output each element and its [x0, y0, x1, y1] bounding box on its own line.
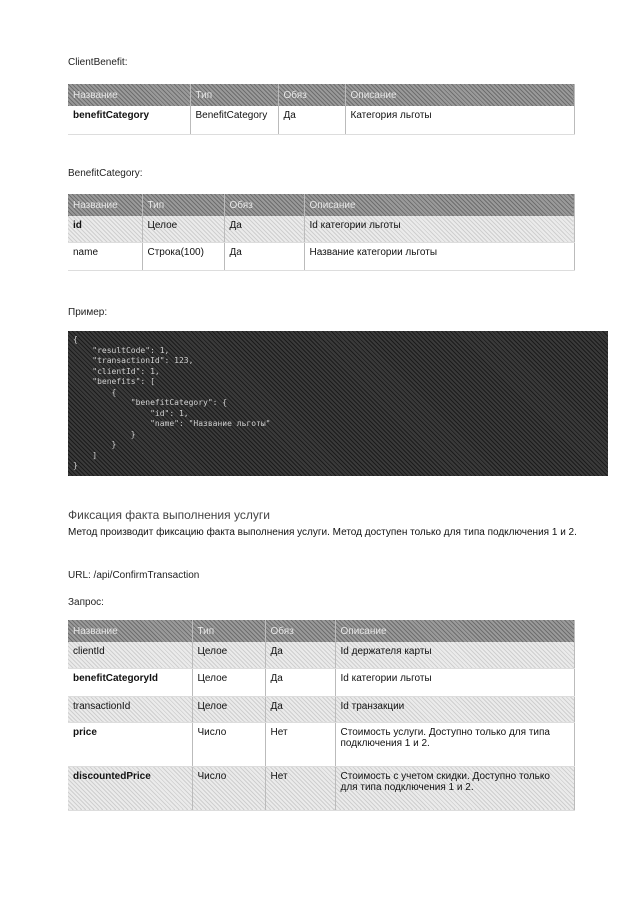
cell-name: price [68, 722, 192, 766]
header-name: Название [68, 620, 192, 642]
cell-description: Стоимость услуги. Доступно только для типа подключения 1 и 2. [335, 722, 574, 766]
table-row [68, 106, 574, 134]
header-type: Тип [142, 194, 224, 216]
request-table [68, 620, 575, 811]
header-description: Описание [345, 84, 574, 106]
cell-required: Да [278, 106, 345, 134]
code-line: "transactionId": 123, [73, 356, 194, 365]
code-line: { [73, 387, 117, 397]
code-line: "name": "Название льготы" [73, 419, 271, 428]
table-row [68, 642, 574, 668]
header-required: Обяз [265, 620, 335, 642]
clientbenefit-title: ClientBenefit: [68, 57, 128, 68]
table-row [68, 722, 574, 766]
cell-description: Id держателя карты [335, 642, 574, 668]
cell-description: Id категории льготы [304, 216, 574, 242]
clientbenefit-table [68, 84, 575, 135]
table-row [68, 766, 574, 810]
cell-name: id [68, 216, 142, 242]
cell-name: transactionId [68, 696, 192, 722]
cell-description: Категория льготы [345, 106, 574, 134]
cell-type: Целое [192, 668, 265, 696]
cell-type: Целое [192, 642, 265, 668]
cell-name: discountedPrice [68, 766, 192, 810]
code-example [68, 331, 608, 476]
cell-required: Нет [265, 722, 335, 766]
cell-description: Id категории льготы [335, 668, 574, 696]
cell-type: Число [192, 722, 265, 766]
cell-description: Id транзакции [335, 696, 574, 722]
table-row [68, 216, 574, 242]
method-url: URL: /api/ConfirmTransaction [68, 570, 200, 581]
code-line: } [73, 429, 136, 439]
cell-required: Нет [265, 766, 335, 810]
header-description: Описание [335, 620, 574, 642]
header-name: Название [68, 194, 142, 216]
cell-name: benefitCategoryId [68, 668, 192, 696]
cell-required: Да [224, 216, 304, 242]
code-line: } [73, 440, 117, 449]
code-line: "clientId": 1, [73, 366, 160, 376]
request-label: Запрос: [68, 597, 104, 608]
code-line: "resultCode": 1, [73, 345, 170, 355]
code-line: "benefitCategory": { [73, 398, 228, 407]
method-heading: Фиксация факта выполнения услуги [68, 508, 270, 522]
cell-type: BenefitCategory [190, 106, 278, 134]
cell-description: Название категории льготы [304, 242, 574, 270]
cell-description: Стоимость с учетом скидки. Доступно только для типа подключения 1 и 2. [335, 766, 574, 810]
code-line: { [73, 335, 78, 344]
cell-name: benefitCategory [68, 106, 190, 134]
cell-required: Да [224, 242, 304, 270]
benefitcategory-table [68, 194, 575, 271]
cell-type: Целое [192, 696, 265, 722]
cell-type: Число [192, 766, 265, 810]
table-header-row [68, 620, 574, 642]
method-description: Метод производит фиксацию факта выполнения услуги. Метод доступен только для типа подключения 1 и 2. [68, 527, 577, 538]
header-name: Название [68, 84, 190, 106]
header-type: Тип [192, 620, 265, 642]
header-required: Обяз [278, 84, 345, 106]
example-title: Пример: [68, 307, 108, 318]
header-type: Тип [190, 84, 278, 106]
cell-name: name [68, 242, 142, 270]
cell-type: Целое [142, 216, 224, 242]
cell-required: Да [265, 696, 335, 722]
table-row [68, 668, 574, 696]
cell-required: Да [265, 642, 335, 668]
table-header-row [68, 84, 574, 106]
header-required: Обяз [224, 194, 304, 216]
benefitcategory-title: BenefitCategory: [68, 168, 143, 179]
cell-name: clientId [68, 642, 192, 668]
code-line: "benefits": [ [73, 377, 155, 386]
table-row [68, 696, 574, 722]
header-description: Описание [304, 194, 574, 216]
table-row [68, 242, 574, 270]
code-line: "id": 1, [73, 408, 189, 418]
cell-required: Да [265, 668, 335, 696]
code-line: } [73, 461, 78, 470]
code-line: ] [73, 450, 98, 460]
cell-type: Строка(100) [142, 242, 224, 270]
table-header-row [68, 194, 574, 216]
